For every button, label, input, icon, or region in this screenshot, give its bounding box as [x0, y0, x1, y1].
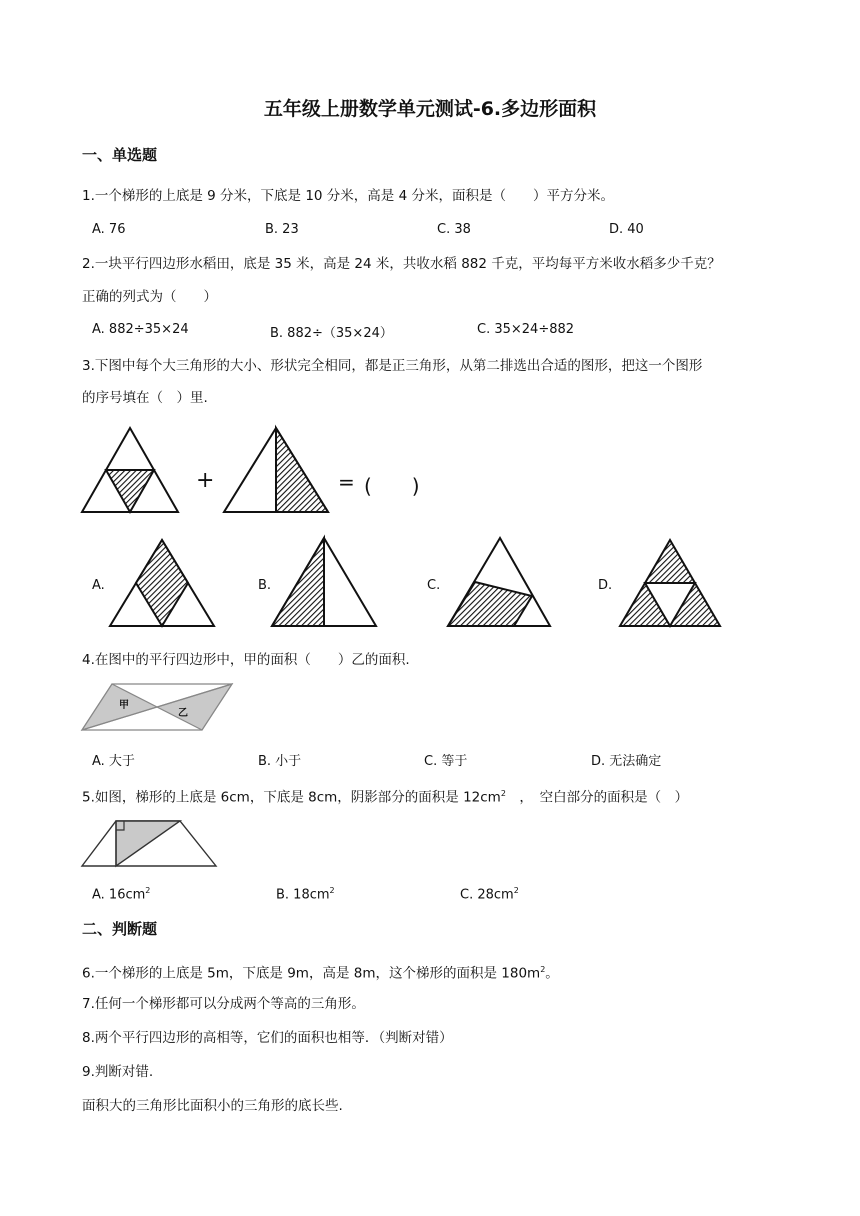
question-2-text-line1: 2.一块平行四边形水稻田，底是 35 米，高是 24 米，共收水稻 882 千克，平均每平方米收水稻多少千克？: [82, 256, 721, 272]
q2-option-a[interactable]: A. 882÷35×24: [92, 322, 189, 337]
question-3-text-line2: 的序号填在（ ）里.: [82, 390, 208, 406]
q3-option-d-label[interactable]: D.: [598, 578, 613, 593]
q2-option-b[interactable]: B. 882÷（35×24）: [270, 326, 393, 341]
q5-trapezoid-figure: [80, 818, 220, 870]
q5-text-main: 5.如图，梯形的上底是 6cm，下底是 8cm，阴影部分的面积是 12cm: [82, 789, 501, 806]
q6-text-main: 6.一个梯形的上底是 5m，下底是 9m，高是 8m，这个梯形的面积是 180m: [82, 965, 541, 982]
answer-parentheses: ( ): [364, 474, 420, 498]
q3-option-c-label[interactable]: C.: [427, 578, 441, 593]
q5-option-a-sup: 2: [145, 886, 151, 895]
q5-option-b-text: B. 18cm: [276, 887, 330, 903]
q6-superscript: 2: [540, 965, 546, 974]
q5-option-a[interactable]: [92, 886, 150, 902]
q1-option-a[interactable]: A. 76: [92, 222, 126, 237]
question-5-text: [82, 784, 688, 808]
question-2-text-line2: 正确的列式为（ ）: [82, 289, 217, 305]
question-1-text: 1.一个梯形的上底是 9 分米，下底是 10 分米，高是 4 分米，面积是（ ）平方分米。: [82, 188, 614, 204]
q3-figure-triangle-center-shaded: [80, 424, 184, 516]
equals-sign: =: [338, 470, 355, 494]
q1-option-b[interactable]: B. 23: [265, 222, 299, 237]
q2-option-c[interactable]: C. 35×24÷882: [477, 322, 575, 337]
q1-option-d[interactable]: D. 40: [609, 222, 644, 237]
label-jia: 甲: [119, 700, 129, 711]
question-9-text-line1: 9.判断对错.: [82, 1064, 154, 1080]
page-title: 五年级上册数学单元测试-6.多边形面积: [263, 98, 597, 120]
q1-option-c[interactable]: C. 38: [437, 222, 471, 237]
q5-option-a-text: A. 16cm: [92, 887, 146, 903]
q5-superscript: 2: [500, 789, 506, 798]
question-3-text-line1: 3.下图中每个大三角形的大小、形状完全相同，都是正三角形，从第二排选出合适的图形，把这一个图形: [82, 358, 703, 374]
question-8-text: 8.两个平行四边形的高相等，它们的面积也相等．（判断对错）: [82, 1030, 453, 1046]
plus-sign: +: [196, 468, 215, 493]
q5-option-c[interactable]: [460, 886, 519, 902]
q5-option-c-sup: 2: [513, 886, 519, 895]
q4-option-c[interactable]: C. 等于: [424, 754, 468, 769]
q3-figure-triangle-half-shaded: [222, 424, 334, 516]
q3-option-b-figure[interactable]: [268, 534, 380, 630]
q5-option-c-text: C. 28cm: [460, 887, 514, 903]
q4-parallelogram-figure: [80, 680, 236, 734]
q3-option-d-figure[interactable]: [616, 536, 726, 630]
question-6-text: [82, 960, 559, 984]
q3-option-b-label[interactable]: B.: [258, 578, 272, 593]
q4-option-b[interactable]: B. 小于: [258, 754, 302, 769]
q5-text-tail: ， 空白部分的面积是（ ）: [505, 789, 689, 806]
q4-option-a[interactable]: A. 大于: [92, 754, 135, 769]
q6-tail: 。: [545, 965, 559, 982]
q4-option-d[interactable]: D. 无法确定: [591, 754, 662, 769]
label-yi: 乙: [178, 708, 188, 719]
q3-option-c-figure[interactable]: [444, 534, 556, 630]
question-7-text: 7.任何一个梯形都可以分成两个等高的三角形。: [82, 996, 365, 1012]
q5-option-b[interactable]: [276, 886, 335, 902]
q3-option-a-label[interactable]: A.: [92, 578, 105, 593]
q5-option-b-sup: 2: [329, 886, 335, 895]
q3-option-a-figure[interactable]: [108, 536, 220, 630]
section-heading-single-choice: 一、单选题: [82, 146, 158, 164]
question-9-text-line2: 面积大的三角形比面积小的三角形的底长些.: [82, 1098, 343, 1114]
section-heading-true-false: 二、判断题: [82, 920, 158, 938]
question-4-text: 4.在图中的平行四边形中，甲的面积（ ）乙的面积.: [82, 652, 410, 668]
